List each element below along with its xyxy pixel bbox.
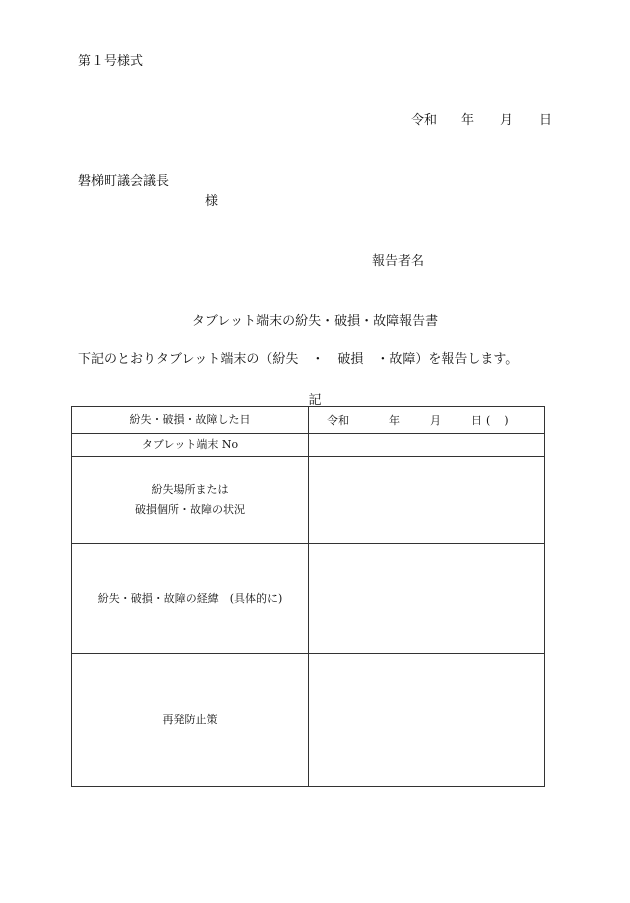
tablet-number-label: タブレット端末 No [72,434,309,457]
table-row [72,434,545,457]
location-status-label-line1: 紛失場所または [151,483,229,496]
date-cell-year: 年 [389,414,400,427]
prevention-field[interactable] [309,654,545,787]
date-day: 日 [539,113,553,128]
circumstances-field[interactable] [309,544,545,654]
date-month: 月 [500,113,514,128]
date-cell-paren-open: ( [486,414,491,427]
date-cell-paren-close: ) [504,414,509,427]
addressee: 磐梯町議会議長 [78,174,170,189]
date-cell-day: 日 [471,414,482,427]
lost-date-field[interactable] [309,407,545,434]
prevention-label: 再発防止策 [72,654,309,787]
document-title: タブレット端末の紛失・破損・故障報告書 [191,314,439,329]
honorific: 様 [205,194,219,209]
tablet-number-field[interactable] [309,434,545,457]
reporter-name-label: 報告者名 [372,254,425,269]
intro-text: 下記のとおりタブレット端末の（紛失 ・ 破損 ・故障）を報告します。 [78,352,519,367]
table-row [72,654,545,787]
circumstances-label: 紛失・破損・故障の経緯 (具体的に) [72,544,309,654]
date-cell-era: 令和 [327,414,349,427]
location-status-label [72,457,309,544]
lost-date-label: 紛失・破損・故障した日 [72,407,309,434]
date-era: 令和 [411,113,438,128]
table-row [72,544,545,654]
record-label: 記 [308,393,322,408]
table-row [72,457,545,544]
form-number: 第１号様式 [78,54,144,69]
date-cell-month: 月 [430,414,441,427]
date-year: 年 [461,113,475,128]
report-date-line [411,109,552,128]
table-row [72,407,545,434]
location-status-label-line2: 破損個所・故障の状況 [135,503,245,516]
report-table [71,406,545,787]
location-status-field[interactable] [309,457,545,544]
